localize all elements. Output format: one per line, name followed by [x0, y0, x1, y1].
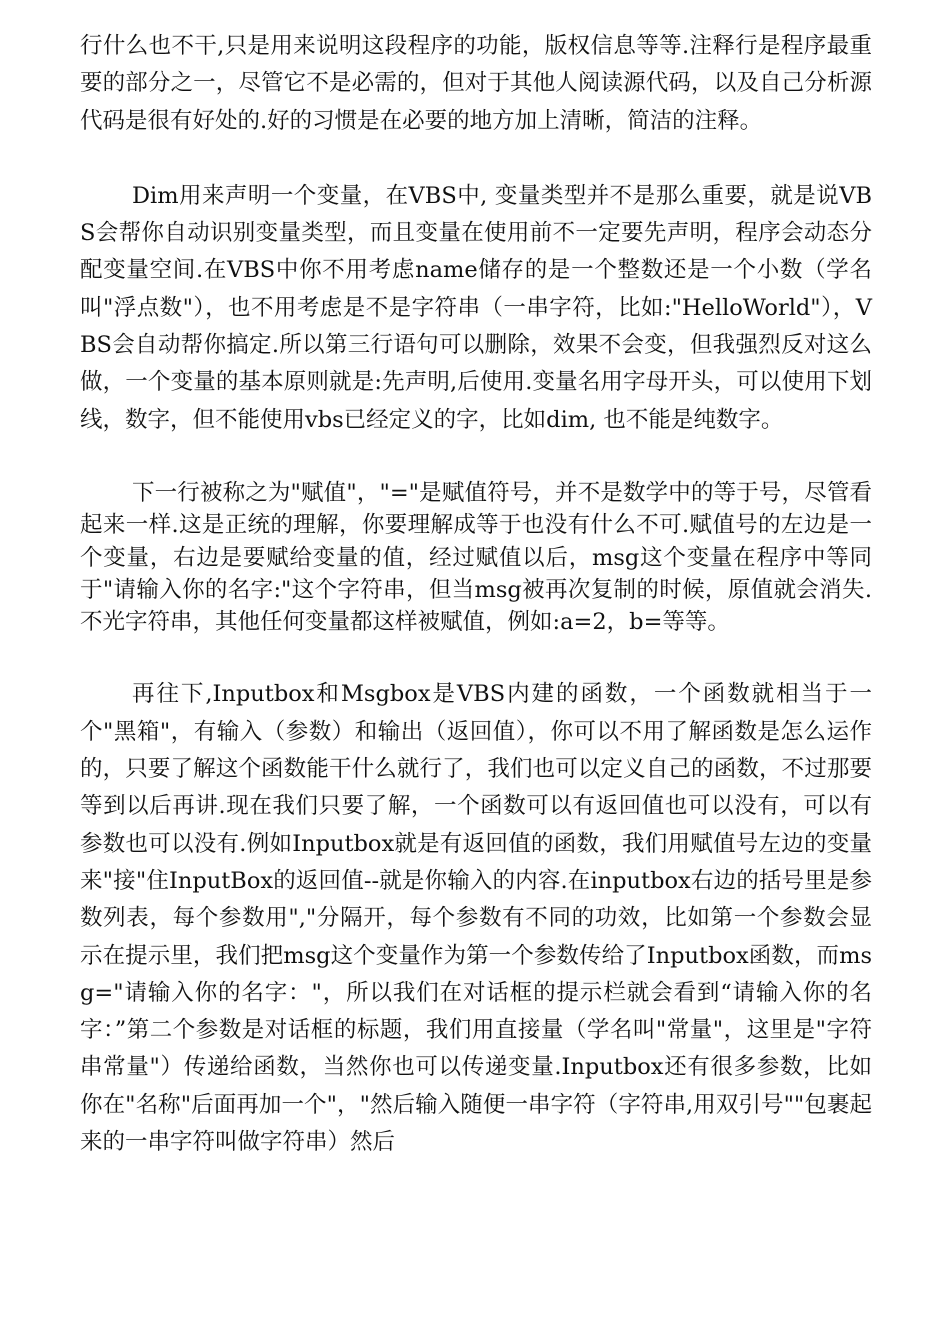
paragraph-inputbox-msgbox: 再往下,Inputbox和Msgbox是VBS内建的函数，一个函数就相当于一个"黑箱"，有输入（参数）和输出（返回值），你可以不用了解函数是怎么运作的，只要了解这个函数能干什么就行了，我们也可以定义自己的函数，不过那要等到以后再讲.现在我们只要了解，一个函数可以有返回值也可以没有，可以有参数也可以没有.例如Inputbox就是有返回值的函数，我们用赋值号左边的变量来"接"住InputBox的返回值--就是你输入的内容.在inputbox右边的括号里是参数列表，每个参数用","分隔开，每个参数有不同的功效，比如第一个参数会显示在提示里，我们把msg这个变量作为第一个参数传给了Inputbox函数，而msg="请输入你的名字："，所以我们在对话框的提示栏就会看到“请输入你的名字：”第二个参数是对话框的标题，我们用直接量（学名叫"常量"，这里是"字符串常量"）传递给函数，当然你也可以传递变量.Inputbox还有很多参数，比如你在"名称"后面再加一个"，"然后输入随便一串字符（字符串,用双引号""包裹起来的一串字符叫做字符串）然后: [80, 681, 872, 1156]
paragraph-comment-explanation: 行什么也不干,只是用来说明这段程序的功能，版权信息等等.注释行是程序最重要的部分之一，尽管它不是必需的，但对于其他人阅读源代码，以及自己分析源代码是很有好处的.好的习惯是在必要的地方加上清晰，简洁的注释。: [80, 33, 872, 134]
document-page: [80, 28, 872, 1161]
paragraph-assignment: 下一行被称之为"赋值"，"="是赋值符号，并不是数学中的等于号，尽管看起来一样.这是正统的理解，你要理解成等于也没有什么不可.赋值号的左边是一个变量，右边是要赋给变量的值，经过赋值以后，msg这个变量在程序中等同于"请输入你的名字:"这个字符串，但当msg被再次复制的时候，原值就会消失.不光字符串，其他任何变量都这样被赋值，例如:a=2，b=等等。: [80, 479, 872, 636]
paragraph-dim-declaration: Dim用来声明一个变量，在VBS中, 变量类型并不是那么重要，就是说VBS会帮你自动识别变量类型，而且变量在使用前不一定要先声明，程序会动态分配变量空间.在VBS中你不用考虑name储存的是一个整数还是一个小数（学名叫"浮点数"），也不用考虑是不是字符串（一串字符，比如:"HelloWorld"），VBS会自动帮你搞定.所以第三行语句可以删除，效果不会变，但我强烈反对这么做，一个变量的基本原则就是:先声明,后使用.变量名用字母开头，可以使用下划线，数字，但不能使用vbs已经定义的字，比如dim, 也不能是纯数字。: [80, 182, 872, 433]
